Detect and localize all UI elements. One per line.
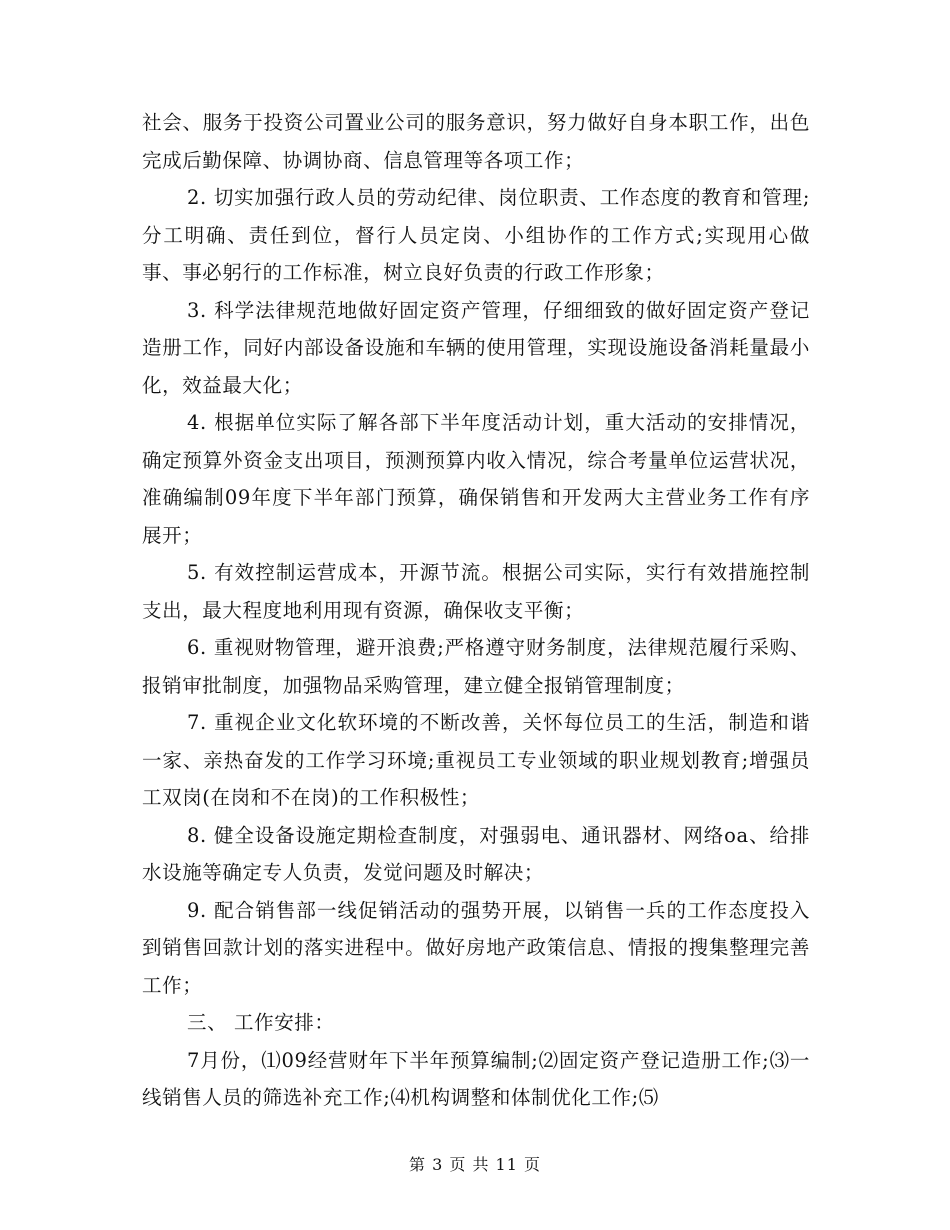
paragraph-item-4: 4. 根据单位实际了解各部下半年度活动计划，重大活动的安排情况，确定预算外资金支出项目，预测预算内收入情况，综合考量单位运营状况，准确编制09年度下半年部门预算，确保销售和开发两大主营业务工作有序展开； [142, 411, 810, 547]
paragraph-item-9: 9. 配合销售部一线促销活动的强势开展，以销售一兵的工作态度投入到销售回款计划的落实进程中。做好房地产政策信息、情报的搜集整理完善工作； [142, 898, 810, 997]
section-heading-work-arrangement: 三、 工作安排： [187, 1011, 335, 1034]
paragraph-item-2: 2. 切实加强行政人员的劳动纪律、岗位职责、工作态度的教育和管理;分工明确、责任到位，督行人员定岗、小组协作的工作方式;实现用心做事、事必躬行的工作标准，树立良好负责的行政工作形象； [142, 186, 810, 284]
paragraph-item-3: 3. 科学法律规范地做好固定资产管理，仔细细致的做好固定资产登记造册工作，同好内部设备设施和车辆的使用管理，实现设施设备消耗量最小化，效益最大化； [142, 298, 810, 397]
document-body [142, 104, 810, 1117]
paragraph-item-5: 5. 有效控制运营成本，开源节流。根据公司实际，实行有效措施控制支出，最大程度地利用现有资源，确保收支平衡； [142, 561, 810, 622]
paragraph-item-7: 7. 重视企业文化软环境的不断改善，关怀每位员工的生活，制造和谐一家、亲热奋发的工作学习环境;重视员工专业领域的职业规划教育;增强员工双岗(在岗和不在岗)的工作积极性； [142, 711, 810, 809]
paragraph-july-plan: 7月份，⑴09经营财年下半年预算编制;⑵固定资产登记造册工作;⑶一线销售人员的筛选补充工作;⑷机构调整和体制优化工作;⑸ [142, 1048, 810, 1109]
paragraph-item-6: 6. 重视财物管理，避开浪费;严格遵守财务制度，法律规范履行采购、报销审批制度，加强物品采购管理，建立健全报销管理制度； [142, 636, 810, 697]
paragraph-item-8: 8. 健全设备设施定期检查制度，对强弱电、通讯器材、网络oa、给排水设施等确定专人负责，发觉问题及时解决； [142, 823, 810, 884]
paragraph-intro-continuation: 社会、服务于投资公司置业公司的服务意识，努力做好自身本职工作，出色完成后勤保障、协调协商、信息管理等各项工作； [142, 111, 810, 172]
page-footer: 第 3 页 共 11 页 [409, 1155, 541, 1174]
